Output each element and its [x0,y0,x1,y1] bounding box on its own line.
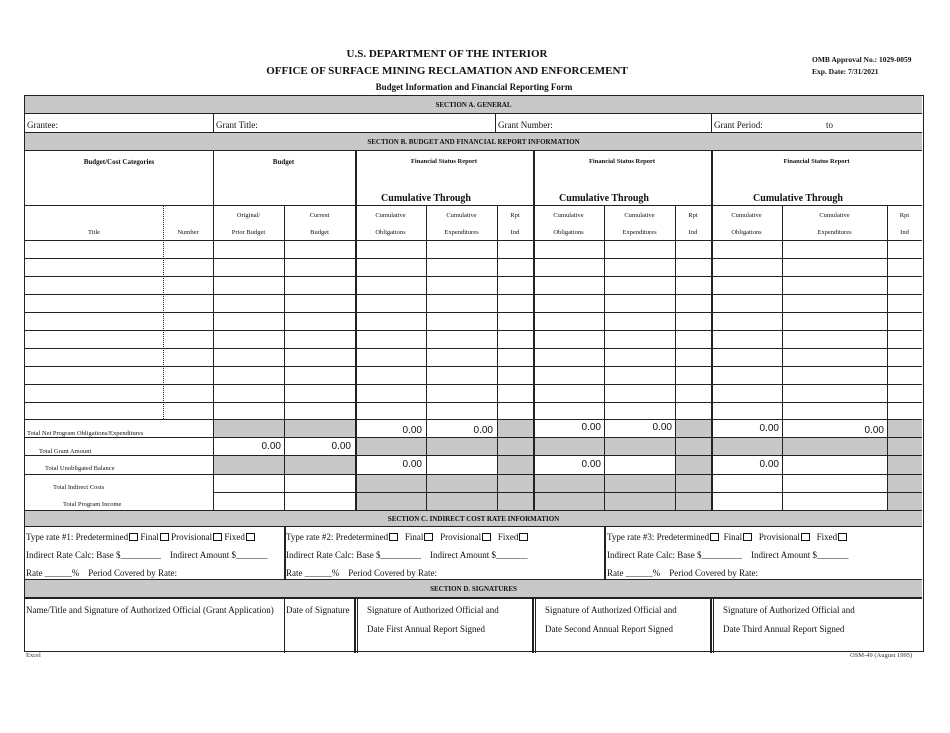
fsr-heading-2: Financial Status Report [588,158,656,165]
col-original-1: Original/ [236,212,261,219]
footer-right: OSM-49 (August 1995) [850,652,913,659]
agency-title: U.S. DEPARTMENT OF THE INTERIOR [346,48,548,60]
date-second-annual: Date Second Annual Report Signed [545,624,673,634]
col-current-1: Current [309,212,330,219]
col-cum-exp-2: Cumulative [624,212,655,219]
total-unobligated-label: Total Unobligated Balance [45,465,115,472]
indirect-calc-1: Indirect Rate Calc: Base $_________ Indirect Amount $_______ [26,550,268,560]
budget-cost-categories: Budget/Cost Categories [83,158,155,166]
total-grant-label: Total Grant Amount [39,448,92,455]
rate-1: Rate ______% Period Covered by Rate: [26,568,177,578]
cumulative-through-3: Cumulative Through [753,193,843,204]
total-net-obligations-3: 0.00 [759,423,779,434]
total-net-label: Total Net Program Obligations/Expenditures [27,430,144,437]
footer-left: Excel [26,652,41,659]
total-net-obligations-1: 0.00 [402,425,422,436]
name-title-signature: Name/Title and Signature of Authorized Official (Grant Application) [26,605,274,615]
col-ind-1: Ind [510,229,520,236]
grantee-label: Grantee: [27,120,58,130]
col-cum-obl-1: Cumulative [375,212,406,219]
rate-2: Rate ______% Period Covered by Rate: [286,568,437,578]
grant-period-to: to [826,120,834,130]
section-d-header: SECTION D. SIGNATURES [25,580,922,598]
grant-title-label: Grant Title: [216,120,258,130]
total-unobligated-3: 0.00 [759,459,779,470]
fsr-heading-1: Financial Status Report [410,158,478,165]
total-grant-current: 0.00 [331,441,351,452]
cumulative-through-1: Cumulative Through [381,193,471,204]
total-net-expenditures-2: 0.00 [652,422,672,433]
fixed-checkbox-1[interactable] [246,533,255,541]
total-unobligated-2: 0.00 [581,459,601,470]
date-third-annual: Date Third Annual Report Signed [723,624,845,634]
fixed-checkbox-2[interactable] [519,533,528,541]
col-obligations-1: Obligations [375,229,406,236]
total-indirect-label: Total Indirect Costs [53,484,105,491]
col-ind-3: Ind [900,229,909,236]
predetermined-checkbox-2[interactable] [389,533,398,541]
col-cum-obl-2: Cumulative [553,212,584,219]
type-rate-3: Type rate #3: Predetermined Final Provisional Fixed [607,532,847,542]
section-c-header: SECTION C. INDIRECT COST RATE INFORMATION [25,511,922,527]
total-net-obligations-2: 0.00 [581,422,601,433]
grant-period-label: Grant Period: [714,120,763,130]
col-rpt-3: Rpt [899,212,910,219]
exp-date: Exp. Date: 7/31/2021 [812,67,879,76]
col-cum-obl-3: Cumulative [731,212,762,219]
predetermined-checkbox-1[interactable] [129,533,138,541]
fixed-checkbox-3[interactable] [838,533,847,541]
final-checkbox-2[interactable] [424,533,433,541]
budget-form [24,95,924,652]
total-unobligated-1: 0.00 [402,459,422,470]
date-first-annual: Date First Annual Report Signed [367,624,485,634]
total-program-income-label: Total Program Income [63,501,122,508]
col-expenditures-3: Expenditures [817,229,852,236]
cumulative-through-2: Cumulative Through [559,193,649,204]
indirect-calc-2: Indirect Rate Calc: Base $_________ Indirect Amount $_______ [286,550,528,560]
provisional-checkbox-2[interactable] [482,533,491,541]
total-net-expenditures-3: 0.00 [864,425,884,436]
col-rpt-1: Rpt [510,212,520,219]
grant-number-label: Grant Number: [498,120,553,130]
date-of-signature: Date of Signature [286,605,350,615]
provisional-checkbox-3[interactable] [801,533,810,541]
provisional-checkbox-1[interactable] [213,533,222,541]
final-checkbox-1[interactable] [160,533,169,541]
col-ind-2: Ind [688,229,698,236]
sig-official-3: Signature of Authorized Official and [723,605,855,615]
col-rpt-2: Rpt [688,212,698,219]
col-cum-exp-1: Cumulative [446,212,477,219]
type-rate-2: Type rate #2: Predetermined Final Provisional Fixed [286,532,528,542]
total-net-expenditures-1: 0.00 [473,425,493,436]
sig-official-1: Signature of Authorized Official and [367,605,499,615]
total-grant-original: 0.00 [261,441,281,452]
form-title: Budget Information and Financial Reporting Form [375,82,573,92]
col-obligations-2: Obligations [553,229,584,236]
predetermined-checkbox-3[interactable] [710,533,719,541]
col-number: Number [177,229,199,236]
col-original-2: Prior Budget [231,229,266,236]
omb-approval: OMB Approval No.: 1029-0059 [812,55,912,64]
final-checkbox-3[interactable] [743,533,752,541]
type-rate-1: Type rate #1: Predetermined Final Provisional Fixed [26,532,255,542]
col-expenditures-2: Expenditures [622,229,657,236]
col-expenditures-1: Expenditures [444,229,479,236]
indirect-calc-3: Indirect Rate Calc: Base $_________ Indirect Amount $_______ [607,550,849,560]
fsr-heading-3: Financial Status Report [783,158,850,165]
col-cum-exp-3: Cumulative [819,212,850,219]
section-b-header: SECTION B. BUDGET AND FINANCIAL REPORT INFORMATION [25,133,922,151]
budget-heading: Budget [272,158,295,166]
rate-3: Rate ______% Period Covered by Rate: [607,568,758,578]
sig-official-2: Signature of Authorized Official and [545,605,677,615]
col-current-2: Budget [310,229,329,236]
office-title: OFFICE OF SURFACE MINING RECLAMATION AND ENFORCEMENT [266,65,628,77]
section-a-header: SECTION A. GENERAL [25,96,922,114]
col-obligations-3: Obligations [731,229,762,236]
col-title: Title [87,229,101,236]
